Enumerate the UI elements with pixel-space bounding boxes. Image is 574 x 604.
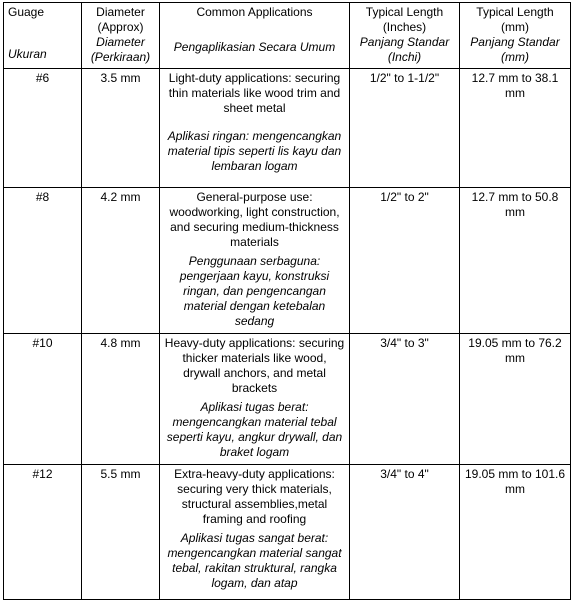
applications-cell xyxy=(160,465,350,600)
length-in-cell: 3/4" to 4" xyxy=(350,465,460,600)
gauge-cell: #12 xyxy=(4,465,82,600)
header-gauge-en: Guage xyxy=(8,5,45,19)
header-diameter xyxy=(82,3,160,69)
header-length-in-en: Typical Length (Inches) xyxy=(365,5,444,34)
table-row xyxy=(4,465,571,600)
application-id: Aplikasi ringan: mengencangkan material tipis seperti lis kayu dan lembaran logam xyxy=(167,129,342,173)
length-mm-cell: 19.05 mm to 76.2 mm xyxy=(460,334,571,465)
length-in-cell: 1/2" to 1-1/2" xyxy=(350,69,460,188)
table-row xyxy=(4,69,571,188)
diameter-cell: 4.8 mm xyxy=(82,334,160,465)
gauge-cell: #10 xyxy=(4,334,82,465)
screw-gauge-table xyxy=(3,2,571,600)
applications-cell xyxy=(160,69,350,188)
header-diameter-en: Diameter (Approx) xyxy=(96,5,145,34)
application-id: Aplikasi tugas berat: mengencangkan material tebal seperti kayu, angkur drywall, dan braket logam xyxy=(166,400,343,459)
application-en: Extra-heavy-duty applications: securing very thick materials, structural assemblies,metal framing and roofing xyxy=(174,467,335,526)
table-row xyxy=(4,334,571,465)
diameter-cell: 3.5 mm xyxy=(82,69,160,188)
header-length-mm-id: Panjang Standar (mm) xyxy=(470,35,560,64)
length-mm-cell: 19.05 mm to 101.6 mm xyxy=(460,465,571,600)
gauge-cell: #6 xyxy=(4,69,82,188)
application-en: Heavy-duty applications: securing thicker materials like wood, drywall anchors, and metal brackets xyxy=(164,336,345,395)
header-length-mm-en: Typical Length (mm) xyxy=(476,5,554,34)
diameter-cell: 5.5 mm xyxy=(82,465,160,600)
table-row xyxy=(4,188,571,334)
gauge-cell: #8 xyxy=(4,188,82,334)
application-en: General-purpose use: woodworking, light construction, and securing medium-thickness materials xyxy=(169,190,340,249)
application-id: Aplikasi tugas sangat berat: mengencangkan material sangat tebal, rakitan struktural, rangka logam, dan atap xyxy=(167,531,342,590)
length-mm-cell: 12.7 mm to 50.8 mm xyxy=(460,188,571,334)
header-length-in xyxy=(350,3,460,69)
header-applications-id: Pengaplikasian Secara Umum xyxy=(173,40,336,54)
header-gauge-id: Ukuran xyxy=(8,47,47,61)
diameter-cell: 4.2 mm xyxy=(82,188,160,334)
application-id: Penggunaan serbaguna: pengerjaan kayu, konstruksi ringan, dan pengencangan material dengan ketebalan sedang xyxy=(179,254,330,328)
header-diameter-id: Diameter (Perkiraan) xyxy=(90,35,151,64)
length-mm-cell: 12.7 mm to 38.1 mm xyxy=(460,69,571,188)
applications-cell xyxy=(160,188,350,334)
header-gauge xyxy=(4,3,82,69)
application-en: Light-duty applications: securing thin materials like wood trim and sheet metal xyxy=(168,71,341,115)
applications-cell xyxy=(160,334,350,465)
header-length-in-id: Panjang Standar (Inchi) xyxy=(359,35,450,64)
header-applications xyxy=(160,3,350,69)
table-header-row xyxy=(4,3,571,69)
header-length-mm xyxy=(460,3,571,69)
length-in-cell: 1/2" to 2" xyxy=(350,188,460,334)
header-applications-en: Common Applications xyxy=(196,5,313,19)
length-in-cell: 3/4" to 3" xyxy=(350,334,460,465)
